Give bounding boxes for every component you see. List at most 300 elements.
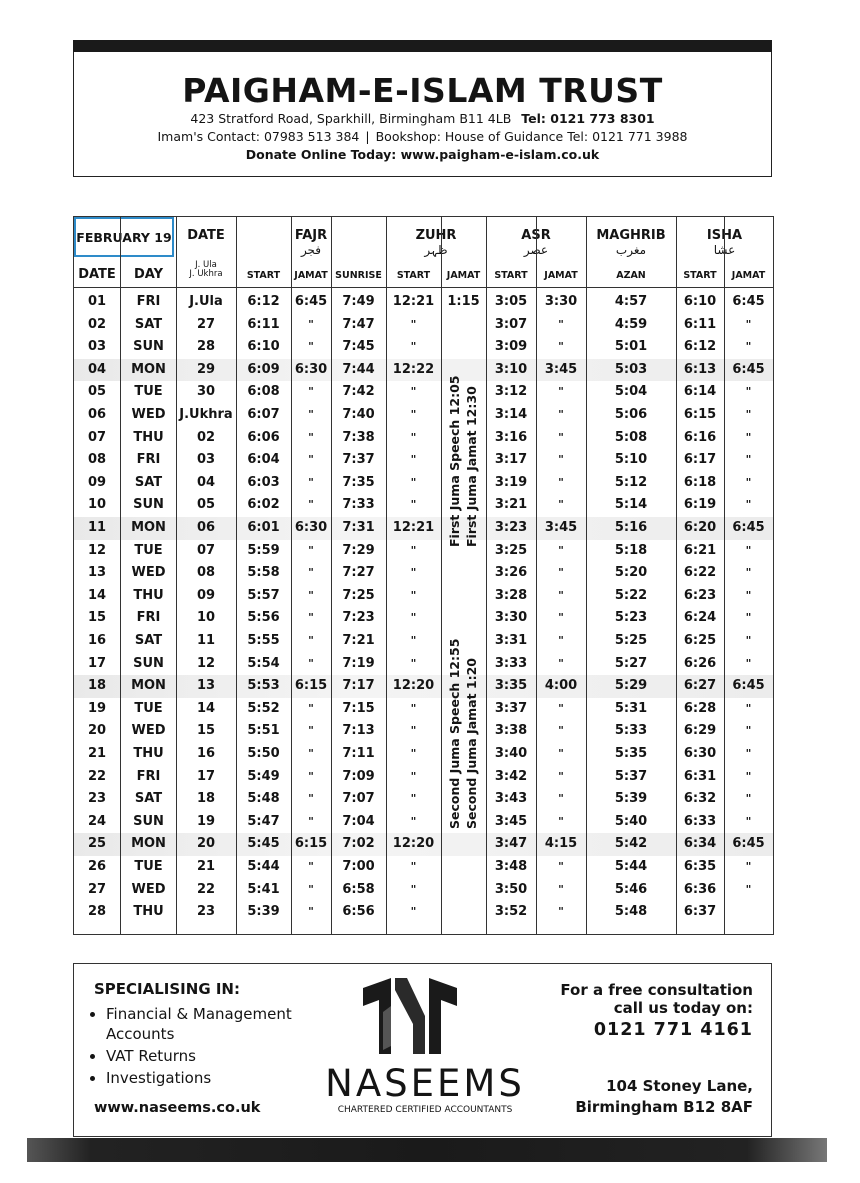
cell-asr-jamat: " — [558, 882, 564, 896]
cell-isha-start: 6:30 — [683, 746, 717, 761]
cell-asr-jamat: " — [558, 860, 564, 873]
cell-day: FRI — [136, 768, 161, 784]
cell-asr-start: 3:31 — [494, 633, 528, 648]
naseems-logo-icon — [361, 976, 459, 1056]
first-juma-jamat: First Juma Jamat 12:30 — [464, 386, 479, 547]
cell-maghrib-azan: 5:39 — [614, 791, 648, 807]
cell-zuhr-start: " — [410, 453, 417, 467]
cell-fajr-start: 5:48 — [247, 791, 280, 807]
cell-isha-jamat: 6:45 — [732, 678, 765, 694]
second-juma-speech: Second Juma Speech 12:55 — [447, 638, 462, 829]
cell-fajr-start: 5:50 — [247, 746, 280, 761]
cell-asr-jamat: " — [558, 385, 564, 399]
cell-sunrise: 7:44 — [342, 361, 375, 377]
cell-fajr-start: 5:59 — [247, 542, 280, 558]
specialising-heading: SPECIALISING IN: — [94, 980, 240, 998]
cell-maghrib-azan: 5:48 — [614, 904, 648, 920]
cell-asr-start: 3:50 — [494, 881, 528, 897]
cell-zuhr-start: " — [410, 905, 417, 919]
cell-fajr-start: 5:53 — [247, 678, 280, 694]
cell-maghrib-azan: 5:42 — [614, 836, 648, 852]
cell-day: TUE — [134, 384, 163, 400]
zuhr-title: ZUHR — [415, 228, 457, 243]
header-divider — [74, 287, 773, 288]
cell-fajr-jamat: " — [308, 566, 314, 580]
fajr-arabic: فجر — [300, 243, 322, 257]
cell-isha-jamat: " — [745, 634, 752, 647]
cell-fajr-jamat: " — [308, 769, 314, 783]
table-row — [74, 811, 773, 834]
table-row — [74, 540, 773, 563]
cell-date: 24 — [87, 813, 107, 829]
hijri-month-names: J. Ula J. Ukhra — [189, 260, 223, 279]
table-row — [74, 517, 773, 540]
first-juma-speech: First Juma Speech 12:05 — [447, 375, 462, 547]
cell-asr-start: 3:43 — [494, 791, 528, 807]
grid-vline — [441, 217, 442, 934]
cell-fajr-start: 5:52 — [247, 700, 280, 716]
cell-day: SAT — [134, 474, 163, 490]
cell-isha-jamat: " — [745, 453, 752, 467]
cell-asr-jamat: " — [558, 543, 564, 557]
table-row — [74, 653, 773, 676]
cell-maghrib-azan: 5:18 — [614, 542, 648, 558]
cell-fajr-jamat: 6:30 — [294, 520, 328, 535]
isha-start-header: START — [683, 270, 717, 281]
cell-sunrise: 6:56 — [342, 904, 375, 920]
cell-isha-jamat: " — [745, 882, 752, 896]
cell-sunrise: 7:35 — [342, 474, 375, 490]
cell-sunrise: 7:49 — [342, 294, 375, 309]
consult-line-2: call us today on: — [613, 999, 753, 1017]
cell-fajr-start: 5:44 — [247, 859, 280, 874]
cell-isha-start: 6:28 — [683, 700, 717, 716]
cell-asr-start: 3:37 — [494, 700, 528, 716]
donate-text: Donate Online Today: www.paigham-e-islam.co.uk — [245, 147, 600, 162]
cell-isha-jamat: " — [745, 747, 752, 760]
cell-day: SAT — [134, 791, 163, 807]
cell-isha-jamat: " — [745, 340, 752, 354]
cell-date: 07 — [87, 429, 107, 445]
isha-arabic: عشا — [713, 243, 736, 257]
cell-isha-jamat: " — [745, 611, 752, 625]
prayer-timetable — [73, 216, 774, 935]
cell-maghrib-azan: 5:10 — [614, 452, 648, 468]
cell-isha-start: 6:34 — [683, 836, 717, 852]
cell-asr-jamat: 4:15 — [544, 836, 578, 852]
cell-zuhr-start: " — [410, 724, 417, 738]
cell-sunrise: 7:02 — [342, 836, 375, 852]
cell-day: MON — [131, 361, 166, 377]
trust-header — [73, 52, 772, 177]
cell-asr-jamat: " — [558, 814, 564, 828]
cell-hijri: 11 — [196, 633, 216, 648]
cell-day: TUE — [134, 542, 163, 558]
cell-zuhr-start: 12:20 — [392, 836, 435, 852]
cell-isha-start: 6:21 — [683, 542, 717, 558]
table-row — [74, 833, 773, 856]
cell-fajr-start: 6:02 — [247, 497, 280, 513]
cell-fajr-jamat: " — [308, 814, 314, 828]
cell-sunrise: 7:04 — [342, 813, 375, 829]
cell-isha-jamat: " — [745, 792, 752, 806]
cell-date: 11 — [87, 520, 107, 535]
cell-zuhr-start: " — [410, 611, 417, 625]
grid-vline — [724, 217, 725, 934]
cell-maghrib-azan: 5:03 — [614, 361, 648, 377]
cell-fajr-start: 5:39 — [247, 904, 280, 920]
trust-address: 423 Stratford Road, Sparkhill, Birmingham B11 4LB — [190, 111, 512, 126]
cell-asr-start: 3:12 — [494, 384, 528, 400]
table-row — [74, 427, 773, 450]
cell-isha-start: 6:11 — [683, 316, 717, 332]
cell-zuhr-start: 12:22 — [392, 361, 435, 377]
asr-jamat-header: JAMAT — [544, 270, 578, 281]
cell-asr-start: 3:25 — [494, 542, 528, 558]
cell-sunrise: 7:27 — [342, 565, 375, 581]
naseems-subtitle: CHARTERED CERTIFIED ACCOUNTANTS — [337, 1105, 513, 1115]
cell-day: SUN — [133, 339, 164, 355]
cell-asr-jamat: " — [558, 634, 564, 647]
fajr-start-header: START — [246, 270, 281, 281]
cell-fajr-start: 5:58 — [247, 565, 280, 581]
naseems-website[interactable]: www.naseems.co.uk — [94, 1100, 261, 1116]
table-row — [74, 675, 773, 698]
cell-fajr-start: 6:01 — [247, 520, 280, 535]
cell-hijri: 22 — [196, 881, 216, 897]
cell-maghrib-azan: 5:27 — [614, 655, 648, 671]
cell-asr-jamat: " — [558, 453, 564, 467]
table-row — [74, 562, 773, 585]
cell-asr-jamat: 4:00 — [544, 678, 578, 694]
col-header-day: DAY — [133, 267, 164, 282]
cell-isha-start: 6:17 — [683, 452, 717, 468]
cell-hijri: 18 — [196, 791, 216, 807]
cell-sunrise: 7:25 — [342, 587, 375, 603]
cell-asr-start: 3:19 — [494, 474, 528, 490]
cell-isha-jamat: 6:45 — [732, 294, 765, 309]
cell-zuhr-start: " — [410, 317, 417, 331]
cell-hijri: 21 — [196, 859, 216, 874]
cell-date: 04 — [87, 361, 107, 377]
cell-fajr-jamat: " — [308, 430, 314, 444]
naseems-address — [575, 1076, 753, 1118]
cell-maghrib-azan: 5:44 — [614, 859, 648, 874]
cell-isha-jamat: " — [745, 430, 752, 444]
grid-vline — [120, 217, 121, 934]
cell-day: FRI — [136, 294, 161, 309]
cell-day: MON — [131, 520, 166, 535]
cell-maghrib-azan: 5:08 — [614, 429, 648, 445]
cell-fajr-start: 5:41 — [247, 881, 280, 897]
cell-fajr-jamat: " — [308, 498, 314, 512]
table-row — [74, 607, 773, 630]
cell-hijri: 16 — [196, 746, 216, 761]
grid-vline — [676, 217, 677, 934]
table-row — [74, 901, 773, 924]
cell-sunrise: 7:31 — [342, 520, 375, 535]
cell-date: 13 — [87, 565, 107, 581]
fajr-jamat-header: JAMAT — [294, 270, 328, 281]
cell-asr-start: 3:30 — [494, 610, 528, 626]
cell-asr-jamat: " — [558, 340, 564, 354]
cell-isha-start: 6:29 — [683, 723, 717, 739]
cell-fajr-jamat: " — [308, 588, 314, 602]
cell-isha-jamat: " — [745, 656, 752, 670]
table-row — [74, 743, 773, 766]
cell-date: 18 — [87, 678, 107, 694]
cell-day: FRI — [136, 610, 161, 626]
cell-asr-start: 3:42 — [494, 768, 528, 784]
cell-maghrib-azan: 5:46 — [614, 881, 648, 897]
cell-sunrise: 7:37 — [342, 452, 375, 468]
cell-zuhr-start: " — [410, 430, 417, 444]
cell-day: SAT — [134, 633, 163, 648]
cell-fajr-jamat: " — [308, 408, 314, 421]
cell-hijri: 15 — [196, 723, 216, 739]
consultation-text — [560, 981, 753, 1017]
col-header-date: DATE — [78, 267, 116, 282]
cell-sunrise: 7:15 — [342, 700, 375, 716]
table-row — [74, 585, 773, 608]
cell-date: 10 — [87, 497, 107, 513]
cell-fajr-start: 5:56 — [247, 610, 280, 626]
cell-isha-jamat: " — [745, 543, 752, 557]
table-row — [74, 698, 773, 721]
cell-maghrib-azan: 5:04 — [614, 384, 648, 400]
grid-vline — [586, 217, 587, 934]
cell-date: 26 — [87, 859, 107, 874]
cell-zuhr-start: " — [410, 543, 417, 557]
cell-maghrib-azan: 5:37 — [614, 768, 648, 784]
cell-hijri: 09 — [196, 587, 216, 603]
cell-isha-start: 6:22 — [683, 565, 717, 581]
cell-day: MON — [131, 678, 166, 694]
cell-asr-jamat: " — [558, 475, 564, 489]
grid-vline — [291, 217, 292, 934]
cell-hijri: 07 — [196, 542, 216, 558]
cell-isha-start: 6:20 — [683, 520, 717, 535]
cell-asr-start: 3:47 — [494, 836, 528, 852]
table-row — [74, 381, 773, 404]
cell-hijri: 30 — [196, 384, 216, 400]
fajr-sunrise-header: SUNRISE — [335, 270, 382, 281]
asr-title: ASR — [521, 228, 551, 243]
cell-fajr-jamat: " — [308, 860, 314, 873]
cell-date: 28 — [87, 904, 107, 920]
cell-maghrib-azan: 5:12 — [614, 474, 648, 490]
cell-fajr-jamat: 6:15 — [294, 836, 328, 852]
cell-sunrise: 7:11 — [342, 746, 375, 761]
cell-maghrib-azan: 5:20 — [614, 565, 648, 581]
cell-day: THU — [133, 746, 164, 761]
naseems-phone[interactable]: 0121 771 4161 — [593, 1020, 753, 1040]
address-line-2: Birmingham B12 8AF — [575, 1098, 753, 1116]
cell-fajr-start: 6:12 — [247, 294, 280, 309]
cell-asr-jamat: " — [558, 317, 564, 331]
cell-hijri: 06 — [196, 520, 216, 535]
cell-asr-start: 3:35 — [494, 678, 528, 694]
cell-hijri: J.Ukhra — [179, 407, 233, 422]
cell-asr-jamat: " — [558, 611, 564, 625]
cell-sunrise: 7:21 — [342, 633, 375, 648]
cell-day: MON — [131, 836, 166, 852]
cell-isha-start: 6:32 — [683, 791, 717, 807]
cell-day: WED — [131, 881, 166, 897]
cell-fajr-jamat: " — [308, 475, 314, 489]
cell-day: WED — [131, 407, 166, 422]
cell-maghrib-azan: 5:22 — [614, 587, 648, 603]
cell-hijri: 02 — [196, 429, 216, 445]
cell-fajr-jamat: " — [308, 882, 314, 896]
donate-line — [74, 146, 771, 164]
cell-isha-start: 6:25 — [683, 633, 717, 648]
cell-hijri: 19 — [196, 813, 216, 829]
cell-zuhr-start: 12:20 — [392, 678, 435, 694]
second-juma-note — [447, 629, 479, 829]
cell-isha-start: 6:18 — [683, 474, 717, 490]
cell-zuhr-start: " — [410, 340, 417, 354]
cell-isha-jamat: " — [745, 317, 752, 331]
cell-asr-start: 3:28 — [494, 587, 528, 603]
col-header-hijri: DATE — [187, 228, 225, 243]
cell-date: 01 — [87, 294, 107, 309]
cell-maghrib-azan: 5:25 — [614, 633, 648, 648]
cell-zuhr-start: " — [410, 475, 417, 489]
cell-maghrib-azan: 5:31 — [614, 700, 648, 716]
cell-maghrib-azan: 5:40 — [614, 813, 648, 829]
cell-asr-start: 3:48 — [494, 859, 528, 874]
cell-zuhr-jamat: 1:15 — [447, 294, 480, 309]
cell-fajr-jamat: " — [308, 747, 314, 760]
cell-day: FRI — [136, 452, 161, 468]
cell-hijri: 23 — [196, 904, 216, 920]
cell-isha-start: 6:19 — [683, 497, 717, 513]
cell-maghrib-azan: 5:23 — [614, 610, 648, 626]
cell-date: 15 — [87, 610, 107, 626]
cell-sunrise: 7:33 — [342, 497, 375, 513]
cell-asr-start: 3:33 — [494, 655, 528, 671]
cell-hijri: 05 — [196, 497, 216, 513]
cell-asr-jamat: 3:45 — [544, 520, 578, 535]
cell-sunrise: 7:40 — [342, 407, 375, 422]
cell-zuhr-start: " — [410, 860, 417, 873]
cell-isha-start: 6:12 — [683, 339, 717, 355]
naseems-brand: NASEEMS — [325, 1062, 525, 1105]
fajr-title: FAJR — [294, 228, 328, 243]
cell-isha-jamat: 6:45 — [732, 520, 765, 535]
top-black-bar — [73, 40, 772, 52]
cell-fajr-start: 5:55 — [247, 633, 280, 648]
cell-fajr-jamat: " — [308, 385, 314, 399]
cell-maghrib-azan: 5:16 — [614, 520, 648, 535]
cell-hijri: 10 — [196, 610, 216, 626]
cell-zuhr-start: " — [410, 588, 417, 602]
cell-date: 25 — [87, 836, 107, 852]
asr-start-header: START — [494, 270, 528, 281]
bottom-black-bar — [27, 1138, 827, 1162]
cell-asr-jamat: 3:45 — [544, 361, 578, 377]
cell-asr-start: 3:45 — [494, 813, 528, 829]
trust-tel: Tel: 0121 773 8301 — [521, 111, 655, 126]
cell-day: WED — [131, 723, 166, 739]
cell-date: 08 — [87, 452, 107, 468]
imam-contact: Imam's Contact: 07983 513 384 — [157, 129, 360, 144]
cell-zuhr-start: " — [410, 882, 417, 896]
month-label: FEBRUARY 19 — [74, 217, 174, 257]
cell-isha-jamat: 6:45 — [732, 361, 765, 377]
cell-hijri: 14 — [196, 700, 216, 716]
cell-zuhr-start: " — [410, 566, 417, 580]
cell-fajr-jamat: " — [308, 611, 314, 625]
cell-isha-jamat: " — [745, 475, 752, 489]
cell-fajr-jamat: 6:15 — [294, 678, 328, 694]
cell-fajr-start: 5:57 — [247, 587, 280, 603]
service-item: • Financial & Management Accounts — [106, 1004, 306, 1044]
grid-vline — [236, 217, 237, 934]
cell-isha-start: 6:36 — [683, 881, 717, 897]
cell-isha-jamat: " — [745, 566, 752, 580]
cell-day: SUN — [133, 655, 164, 671]
table-row — [74, 449, 773, 472]
cell-hijri: 27 — [196, 316, 216, 332]
cell-asr-jamat: " — [558, 588, 564, 602]
cell-maghrib-azan: 4:59 — [614, 316, 648, 332]
cell-asr-start: 3:10 — [494, 361, 528, 377]
trust-address-line — [74, 110, 771, 128]
cell-zuhr-start: " — [410, 634, 417, 647]
cell-hijri: 13 — [196, 678, 216, 694]
cell-date: 03 — [87, 339, 107, 355]
first-juma-note — [447, 367, 479, 547]
cell-asr-jamat: " — [558, 747, 564, 760]
cell-asr-jamat: 3:30 — [544, 294, 578, 309]
cell-asr-jamat: " — [558, 498, 564, 512]
cell-fajr-jamat: " — [308, 724, 314, 738]
cell-isha-start: 6:15 — [683, 407, 717, 422]
cell-zuhr-start: " — [410, 498, 417, 512]
table-row — [74, 856, 773, 879]
cell-asr-start: 3:26 — [494, 565, 528, 581]
cell-asr-start: 3:21 — [494, 497, 528, 513]
table-row — [74, 291, 773, 314]
cell-fajr-start: 5:47 — [247, 813, 280, 829]
cell-maghrib-azan: 5:35 — [614, 746, 648, 761]
table-row — [74, 404, 773, 427]
cell-fajr-start: 6:09 — [247, 361, 280, 377]
cell-hijri: 03 — [196, 452, 216, 468]
cell-sunrise: 7:07 — [342, 791, 375, 807]
cell-isha-start: 6:16 — [683, 429, 717, 445]
cell-asr-start: 3:09 — [494, 339, 528, 355]
cell-date: 22 — [87, 768, 107, 784]
table-row — [74, 788, 773, 811]
maghrib-azan-header: AZAN — [616, 270, 646, 281]
service-item: • Investigations — [106, 1068, 306, 1088]
table-row — [74, 472, 773, 495]
table-row — [74, 766, 773, 789]
cell-fajr-start: 6:07 — [247, 407, 280, 422]
cell-asr-jamat: " — [558, 724, 564, 738]
cell-zuhr-start: 12:21 — [392, 294, 435, 309]
cell-fajr-jamat: " — [308, 634, 314, 647]
cell-isha-start: 6:27 — [683, 678, 717, 694]
cell-sunrise: 7:23 — [342, 610, 375, 626]
cell-zuhr-start: 12:21 — [392, 520, 435, 535]
cell-hijri: 20 — [196, 836, 216, 852]
cell-hijri: 04 — [196, 474, 216, 490]
cell-isha-jamat: " — [745, 498, 752, 512]
